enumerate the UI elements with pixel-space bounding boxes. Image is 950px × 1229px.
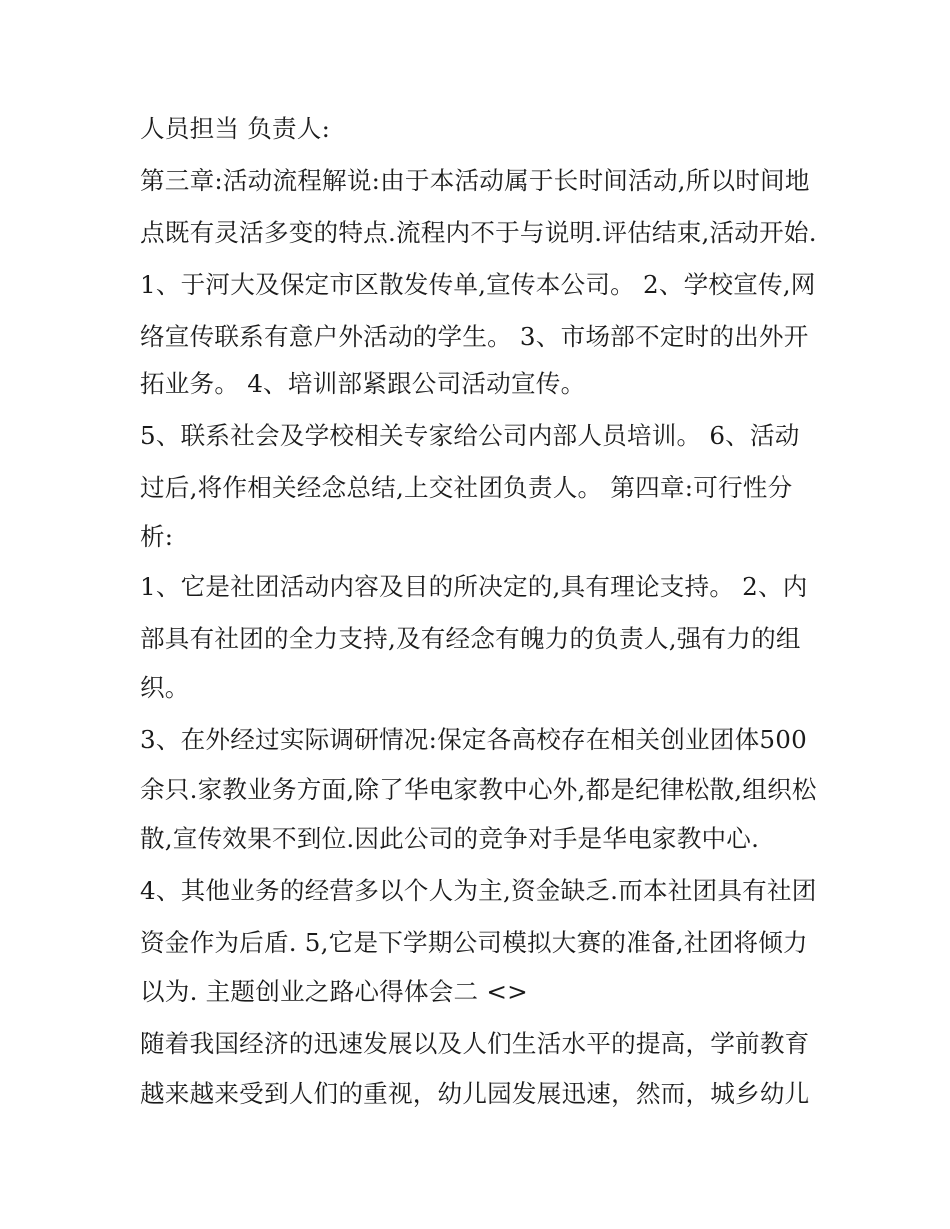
text-line: 过后,将作相关经念总结,上交社团负责人。 第四章:可行性分: [140, 473, 793, 502]
text-line: 织。: [140, 673, 190, 702]
text-line: 4、其他业务的经营多以个人为主,资金缺乏.而本社团具有社团: [140, 876, 817, 905]
text-line: 第三章:活动流程解说:由于本活动属于长时间活动,所以时间地: [140, 166, 810, 195]
text-line: 以为. 主题创业之路心得体会二 <>: [140, 977, 528, 1006]
text-line: 资金作为后盾. 5,它是下学期公司模拟大赛的准备,社团将倾力: [140, 928, 808, 957]
text-line: 点既有灵活多变的特点.流程内不于与说明.评估结束,活动开始.: [140, 218, 817, 247]
text-line: 随着我国经济的迅速发展以及人们生活水平的提高，学前教育: [140, 1029, 810, 1058]
text-line: 人员担当 负责人:: [140, 114, 331, 143]
text-line: 越来越来受到人们的重视，幼儿园发展迅速，然而，城乡幼儿: [140, 1079, 810, 1108]
text-line: 拓业务。 4、培训部紧跟公司活动宣传。: [140, 369, 586, 398]
text-line: 络宣传联系有意户外活动的学生。 3、市场部不定时的出外开: [140, 322, 809, 351]
text-line: 散,宣传效果不到位.因此公司的竞争对手是华电家教中心.: [140, 824, 760, 853]
text-line: 余只.家教业务方面,除了华电家教中心外,都是纪律松散,组织松: [140, 775, 817, 804]
text-line: 1、于河大及保定市区散发传单,宣传本公司。 2、学校宣传,网: [140, 270, 816, 299]
text-line: 3、在外经过实际调研情况:保定各高校存在相关创业团体500: [140, 725, 807, 754]
text-line: 5、联系社会及学校相关专家给公司内部人员培训。 6、活动: [140, 421, 800, 450]
text-line: 1、它是社团活动内容及目的所决定的,具有理论支持。 2、内: [140, 572, 808, 601]
text-line: 析:: [140, 522, 174, 551]
text-line: 部具有社团的全力支持,及有经念有魄力的负责人,强有力的组: [140, 624, 801, 653]
